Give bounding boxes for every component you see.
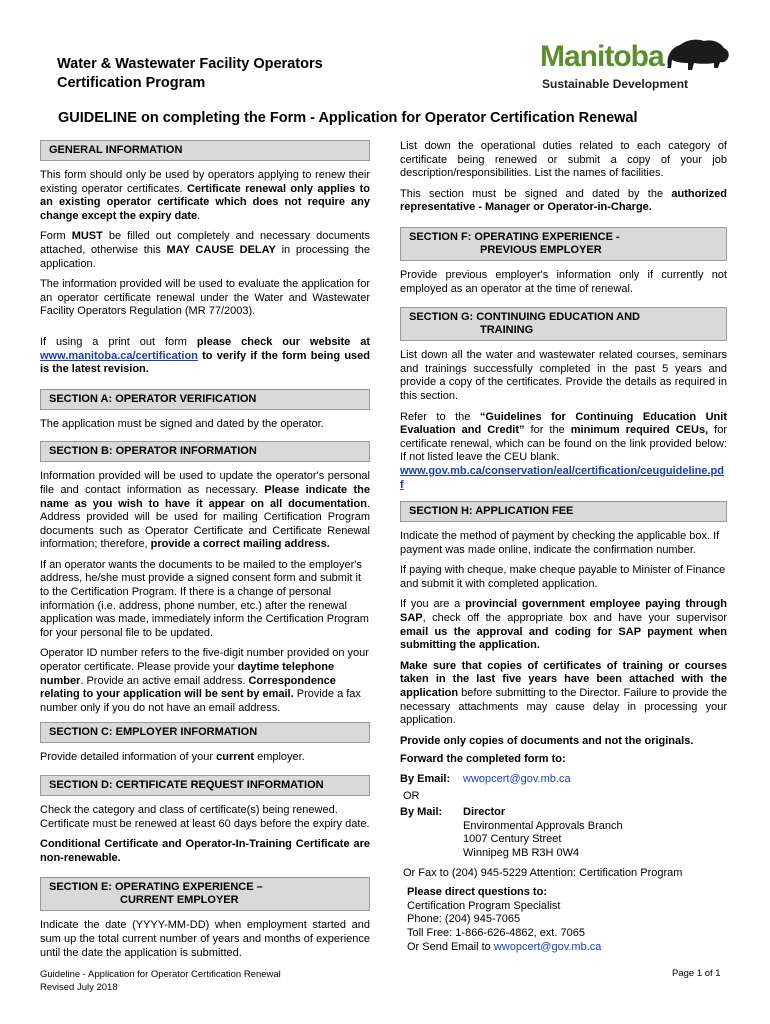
text: . Address provided will be used for mailing Certification Program documents such as Operator Certificate and Certificate Renewal information; therefore, [40,497,370,551]
text: If you are a [400,598,466,611]
text-bold: current [216,751,255,764]
text-bold: Correspondence relating to your application will be sent by email. [40,674,336,701]
section-b-paragraph-2: If an operator wants the documents to be mailed to the employer's address, he/she must provide a signed consent form and submit it to the Certification Program. If there is a change of personal information (i.e. address, phone number, etc.) after the renewal application was made, immediately inform the Certification Program for your personal file to be updated. [40,558,369,639]
section-b-heading: SECTION B: OPERATOR INFORMATION [40,441,370,462]
general-information-heading: GENERAL INFORMATION [40,140,370,161]
mail-address [463,806,623,860]
section-d-paragraph-1: Check the category and class of certificate(s) being renewed. Certificate must be renewed at least 60 days before the expiry date. [40,804,370,830]
text-bold: minimum required CEUs, [570,424,709,437]
text-bold: email us the approval and coding for SAP payment when submitting the application. [400,625,727,652]
text: for the [524,424,571,437]
text: for certificate renewal, which can be found on the link provided below: If not listed leave the CEU blank. [400,424,728,464]
questions-heading: Please direct questions to: [407,886,547,899]
mail-line-1: Director [463,806,506,819]
by-email-label: By Email: [400,773,451,785]
section-e-paragraph-1: Indicate the date (YYYY-MM-DD) when employment started and sum up the total current number of years and months of experience until the date the application is submitted. [40,919,370,959]
footer-left [40,968,281,994]
text: SECTION F: OPERATING EXPERIENCE - [409,230,620,243]
text: in processing the application. [40,243,371,270]
text: If using a print out form [40,335,197,348]
logo-subtitle: Sustainable Development [542,77,689,91]
text: employer. [254,751,305,764]
text: , check off the appropriate box and have your supervisor [422,612,727,625]
section-h-paragraph-3 [400,598,727,652]
text-bold: Certificate renewal only applies to an existing operator certificate which does not require any change except the expiry date [40,182,370,222]
forward-heading [400,753,727,767]
section-f-heading [400,227,727,261]
text: SECTION G: CONTINUING EDUCATION AND [409,311,640,324]
questions-line-2: Phone: (204) 945-7065 [407,913,521,926]
section-e-heading [40,877,370,911]
text: TRAINING [480,324,534,337]
section-h-heading: SECTION H: APPLICATION FEE [400,501,727,522]
section-b-paragraph-3 [40,647,370,715]
email-row [400,773,727,787]
text-bold: “Guidelines for Continuing Education Unit Evaluation and Credit” [400,410,727,437]
fax-line: Or Fax to (204) 945-5229 Attention: Certification Program [403,866,683,879]
section-d-paragraph-2 [40,838,370,865]
text-bold: Make sure that copies of certificates of training or courses taken in the last five years have been attached with the application [400,659,727,700]
mail-line-3: 1007 Century Street [463,833,562,846]
text: . [197,209,201,222]
text: before submitting to the Director. Failure to provide the necessary attachments may cause delay in processing your application. [400,687,727,727]
text: . Provide an active email address. [80,674,249,687]
mail-line-4: Winnipeg MB R3H 0W4 [463,846,580,859]
mail-line-2: Environmental Approvals Branch [463,819,623,832]
text: Refer to the [400,410,480,423]
questions-block [400,886,727,954]
section-h-paragraph-5 [400,735,727,749]
text: Provide detailed information of your [40,751,217,764]
page-title: GUIDELINE on completing the Form - Application for Operator Certification Renewal [58,110,638,126]
section-g-paragraph-1: List down all the water and wastewater related courses, seminars and trainings successfully completed in the past 5 years and provide a copy of the certificates. Provide the details as required in this section. [400,349,727,402]
text-bold: provide a correct mailing address. [150,538,330,551]
text-bold: Conditional Certificate and Operator-In-Training Certificate are non-renewable. [40,838,370,864]
text: be filled out completely and necessary documents attached, otherwise this [40,230,370,256]
section-e-paragraph-3 [400,188,727,215]
footer-revision: Revised July 2018 [40,982,118,993]
text: Form [40,230,72,243]
section-f-paragraph: Provide previous employer's information only if currently not employed as an operator at the time of renewal. [400,268,727,295]
program-title-line1: Water & Wastewater Facility Operators [57,56,323,72]
section-h-paragraph-2: If paying with cheque, make cheque payable to Minister of Finance and submit it with completed application. [400,564,726,590]
program-title-line2: Certification Program [57,75,206,91]
mail-row [400,806,727,860]
section-c-heading: SECTION C: EMPLOYER INFORMATION [40,722,370,743]
section-g-paragraph-2 [400,411,727,493]
text-bold: authorized representative - Manager or Operator-in-Charge. [400,187,727,214]
text: Provide a fax number only if you do not have an email address. [40,688,361,714]
bison-icon [662,36,732,78]
page-number: Page 1 of 1 [672,968,721,979]
text-bold: daytime telephone number [40,661,335,687]
text-bold: Forward the completed form to: [400,753,566,766]
text: This section must be signed and dated by the [400,187,672,200]
section-h-paragraph-4 [400,660,727,728]
general-paragraph-2 [40,230,370,271]
right-column [400,140,727,954]
text: PREVIOUS EMPLOYER [480,243,602,256]
text: SECTION E: OPERATING EXPERIENCE – [49,881,263,894]
text-bold: please check our website at [196,335,370,348]
general-paragraph-4 [40,336,370,377]
text-bold: MUST [71,230,103,243]
questions-line-3: Toll Free: 1-866-626-4862, ext. 7065 [407,926,585,939]
text-bold: Provide only copies of documents and not the originals. [400,734,694,747]
program-title [57,55,323,93]
text-bold: provincial government employee paying through SAP [400,598,727,625]
text-bold: to verify if the form being used is the latest revision. [40,349,370,376]
section-b-paragraph-1 [40,470,370,552]
text: CURRENT EMPLOYER [120,894,239,907]
text-bold: Please indicate the name as you wish to have it appear on all documentation [40,483,370,510]
certification-website-link[interactable]: www.manitoba.ca/certification [40,349,198,362]
section-e-paragraph-2: List down the operational duties related to each category of certificate being renewed or submit a copy of your job description/responsibilities. List the names of facilities. [400,140,727,180]
or-row [403,790,727,804]
section-g-heading [400,307,727,341]
footer-doc-title: Guideline - Application for Operator Certification Renewal [40,969,281,980]
general-paragraph-3: The information provided will be used to evaluate the application for an operator certificate renewal under the Water and Wastewater Facility Operators Regulation (MR 77/2003). [40,278,370,318]
section-a-paragraph: The application must be signed and dated by the operator. [40,417,324,430]
text: Operator ID number refers to the five-digit number provided on your operator certificate. Please provide your [40,647,369,674]
ceu-guideline-link[interactable]: www.gov.mb.ca/conservation/eal/certification/ceuguideline.pdf [400,464,724,491]
general-paragraph-1 [40,169,370,223]
section-d-heading: SECTION D: CERTIFICATE REQUEST INFORMATION [40,775,370,796]
by-mail-label: By Mail: [400,806,443,819]
left-column [40,140,370,967]
text: Information provided will be used to update the operator's personal file and contact information as necessary. [40,470,370,496]
or-label: OR [403,789,420,802]
text: Or Send Email to [407,940,494,953]
questions-line-1: Certification Program Specialist [407,899,561,912]
section-c-paragraph [40,751,370,765]
text-bold: MAY CAUSE DELAY [166,243,276,256]
questions-email-link[interactable]: wwopcert@gov.mb.ca [493,940,602,953]
section-a-heading: SECTION A: OPERATOR VERIFICATION [40,389,370,410]
text: This form should only be used by operators applying to renew their existing operator certificates. [40,169,370,195]
manitoba-logo [540,36,730,92]
email-link[interactable]: wwopcert@gov.mb.ca [463,773,571,785]
questions-line-4 [407,941,601,953]
section-h-paragraph-1: Indicate the method of payment by checking the applicable box. If payment was made online, indicate the confirmation number. [400,530,720,556]
logo-wordmark: Manitoba [540,40,664,73]
